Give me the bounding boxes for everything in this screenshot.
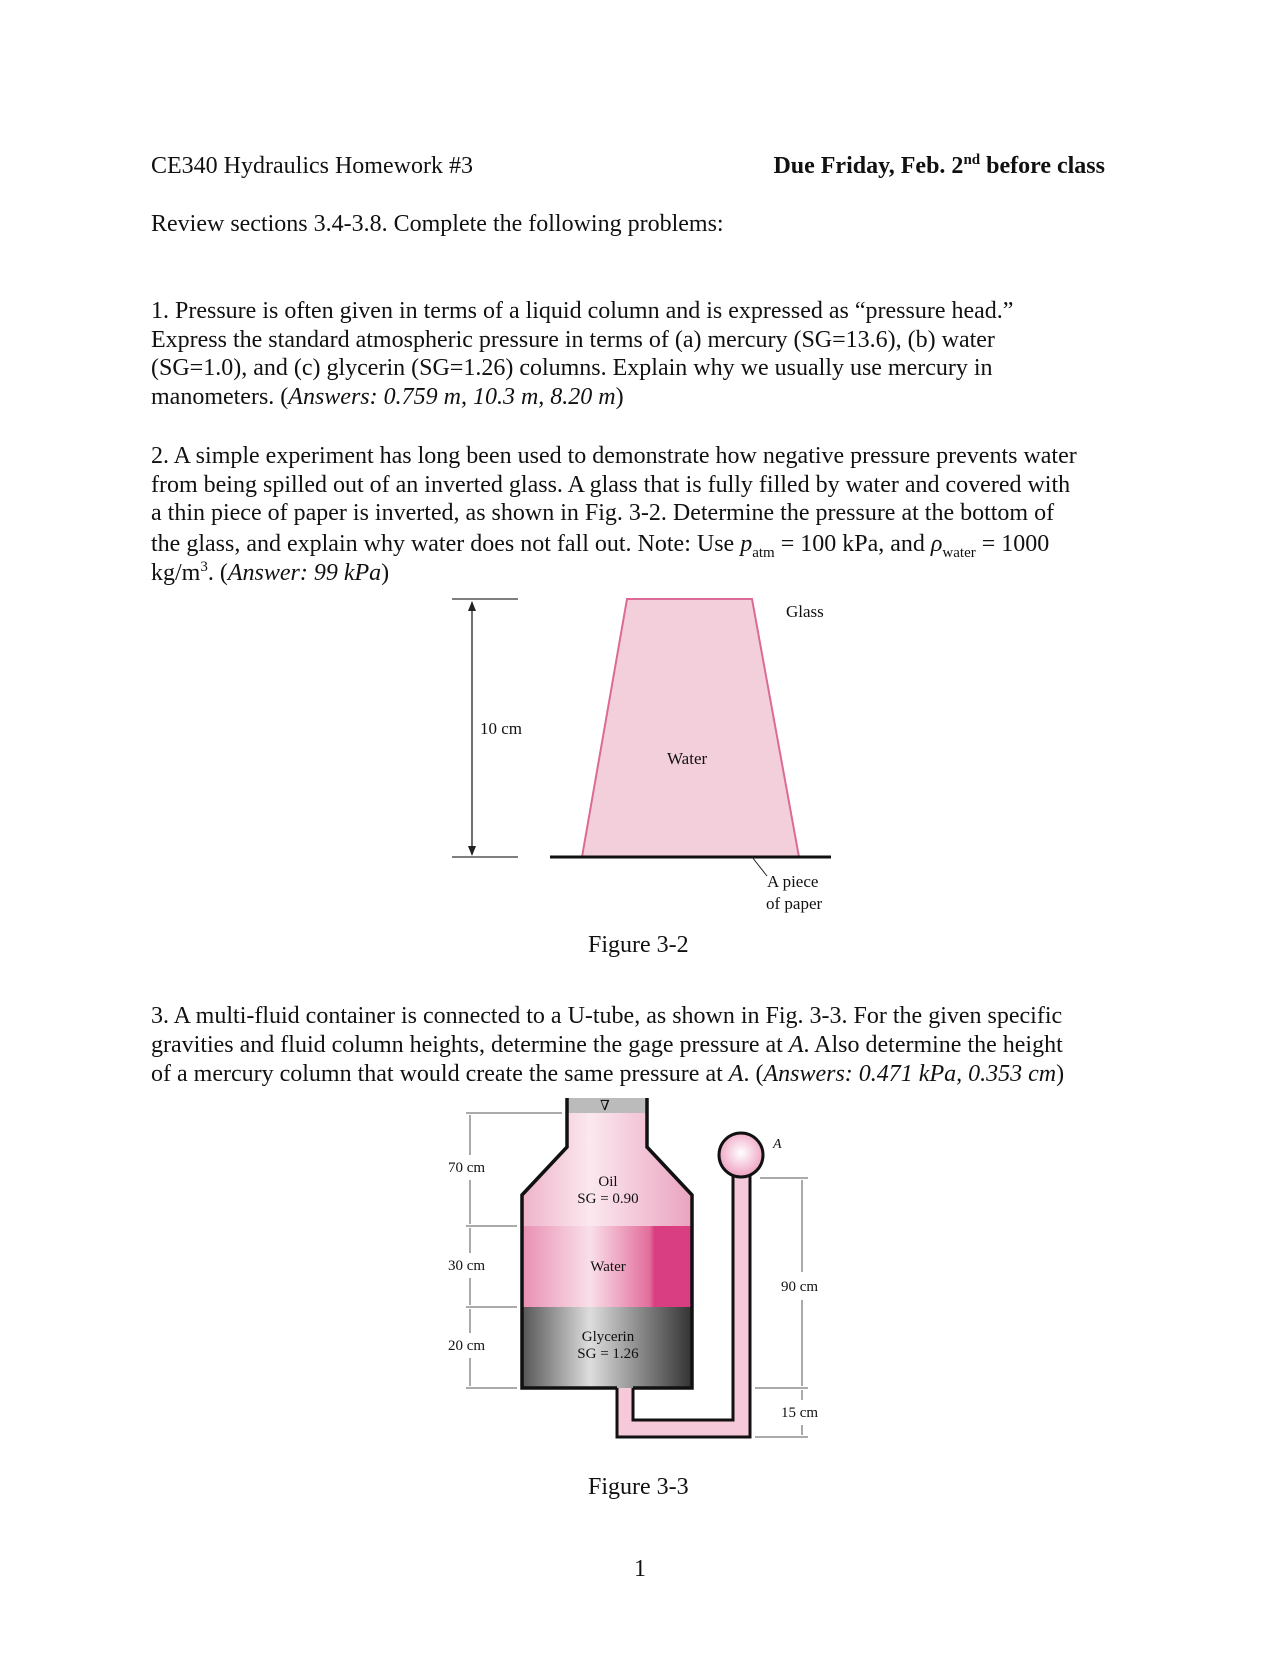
problem2-line: 2. A simple experiment has long been used to demonstrate how negative pressure prevents water [151,443,1077,469]
due-date-suffix: before class [980,153,1105,179]
rho-value: = 1000 [975,531,1050,557]
oil-label [560,1174,656,1209]
intro-text: Review sections 3.4-3.8. Complete the following problems: [151,211,724,237]
problem3-line: 3. A multi-fluid container is connected to a U-tube, as shown in Fig. 3-3. For the given specific [151,1003,1063,1029]
point-a-ref: A [728,1061,744,1087]
dim-glycerin-label: 20 cm [448,1338,486,1354]
p-value: = 100 kPa, and [774,531,931,557]
unit-after: . ( [207,560,228,586]
problem3-text: gravities and fluid column heights, determine the gage pressure at [151,1032,789,1058]
glass-label: Glass [786,602,824,621]
oil-name: Oil [598,1174,618,1190]
p-symbol: p [740,531,753,557]
problem1-text: manometers. ( [151,384,289,410]
unit-sup: 3 [200,559,208,575]
problem3-text: of a mercury column that would create the same pressure at [151,1061,729,1087]
rho-sub: water [942,544,976,561]
problem2-line: a thin piece of paper is inverted, as shown in Fig. 3-2. Determine the pressure at the bottom of [151,500,1055,526]
problem3-answer: Answers: 0.471 kPa, 0.353 cm [763,1061,1057,1087]
bulb-point-a [719,1133,763,1177]
point-a-ref: A [788,1032,804,1058]
problem3-text: . ( [743,1061,764,1087]
paper-label-2: of paper [766,894,823,913]
figure-3-3-caption: Figure 3-3 [588,1474,689,1500]
right-dimensions [755,1178,808,1437]
glycerin-label [560,1329,656,1364]
problem1-line: 1. Pressure is often given in terms of a liquid column and is expressed as “pressure head.” [151,298,1014,324]
dim-water-label: 30 cm [448,1258,486,1274]
point-a-label: A [773,1137,782,1152]
dim-15-label: 15 cm [781,1405,819,1421]
page-number: 1 [634,1556,646,1582]
due-date-sup: nd [963,152,981,168]
rho-symbol: ρ [930,531,943,557]
problem3-text: . Also determine the height [803,1032,1063,1058]
unit: kg/m [151,560,201,586]
free-surface-icon: ∇ [600,1099,610,1114]
paren: ) [381,560,390,586]
dim-oil-label: 70 cm [448,1160,486,1176]
dim-90-label: 90 cm [781,1279,819,1295]
paper-label-1: A piece [767,872,819,891]
water-label: Water [590,1259,626,1275]
figure-3-2-caption: Figure 3-2 [588,932,689,958]
height-label: 10 cm [480,719,523,738]
course-title: CE340 Hydraulics Homework #3 [151,153,473,179]
water-label: Water [667,749,708,768]
problem2-line: from being spilled out of an inverted glass. A glass that is fully filled by water and covered with [151,472,1071,498]
problem2-text: the glass, and explain why water does not fall out. Note: Use [151,531,741,557]
p-sub: atm [752,544,775,561]
glycerin-sg: SG = 1.26 [577,1346,639,1363]
paren: ) [615,384,624,410]
glycerin-name: Glycerin [581,1329,635,1345]
due-date-text: Due Friday, Feb. 2 [773,153,964,179]
problem1-line: Express the standard atmospheric pressure in terms of (a) mercury (SG=13.6), (b) water [151,327,995,353]
paren: ) [1056,1061,1065,1087]
problem2-answer: Answer: 99 kPa [227,560,382,586]
problem1-answer: Answers: 0.759 m, 10.3 m, 8.20 m [288,384,616,410]
problem1-line: (SG=1.0), and (c) glycerin (SG=1.26) columns. Explain why we usually use mercury in [151,355,993,381]
oil-sg: SG = 0.90 [577,1191,639,1208]
